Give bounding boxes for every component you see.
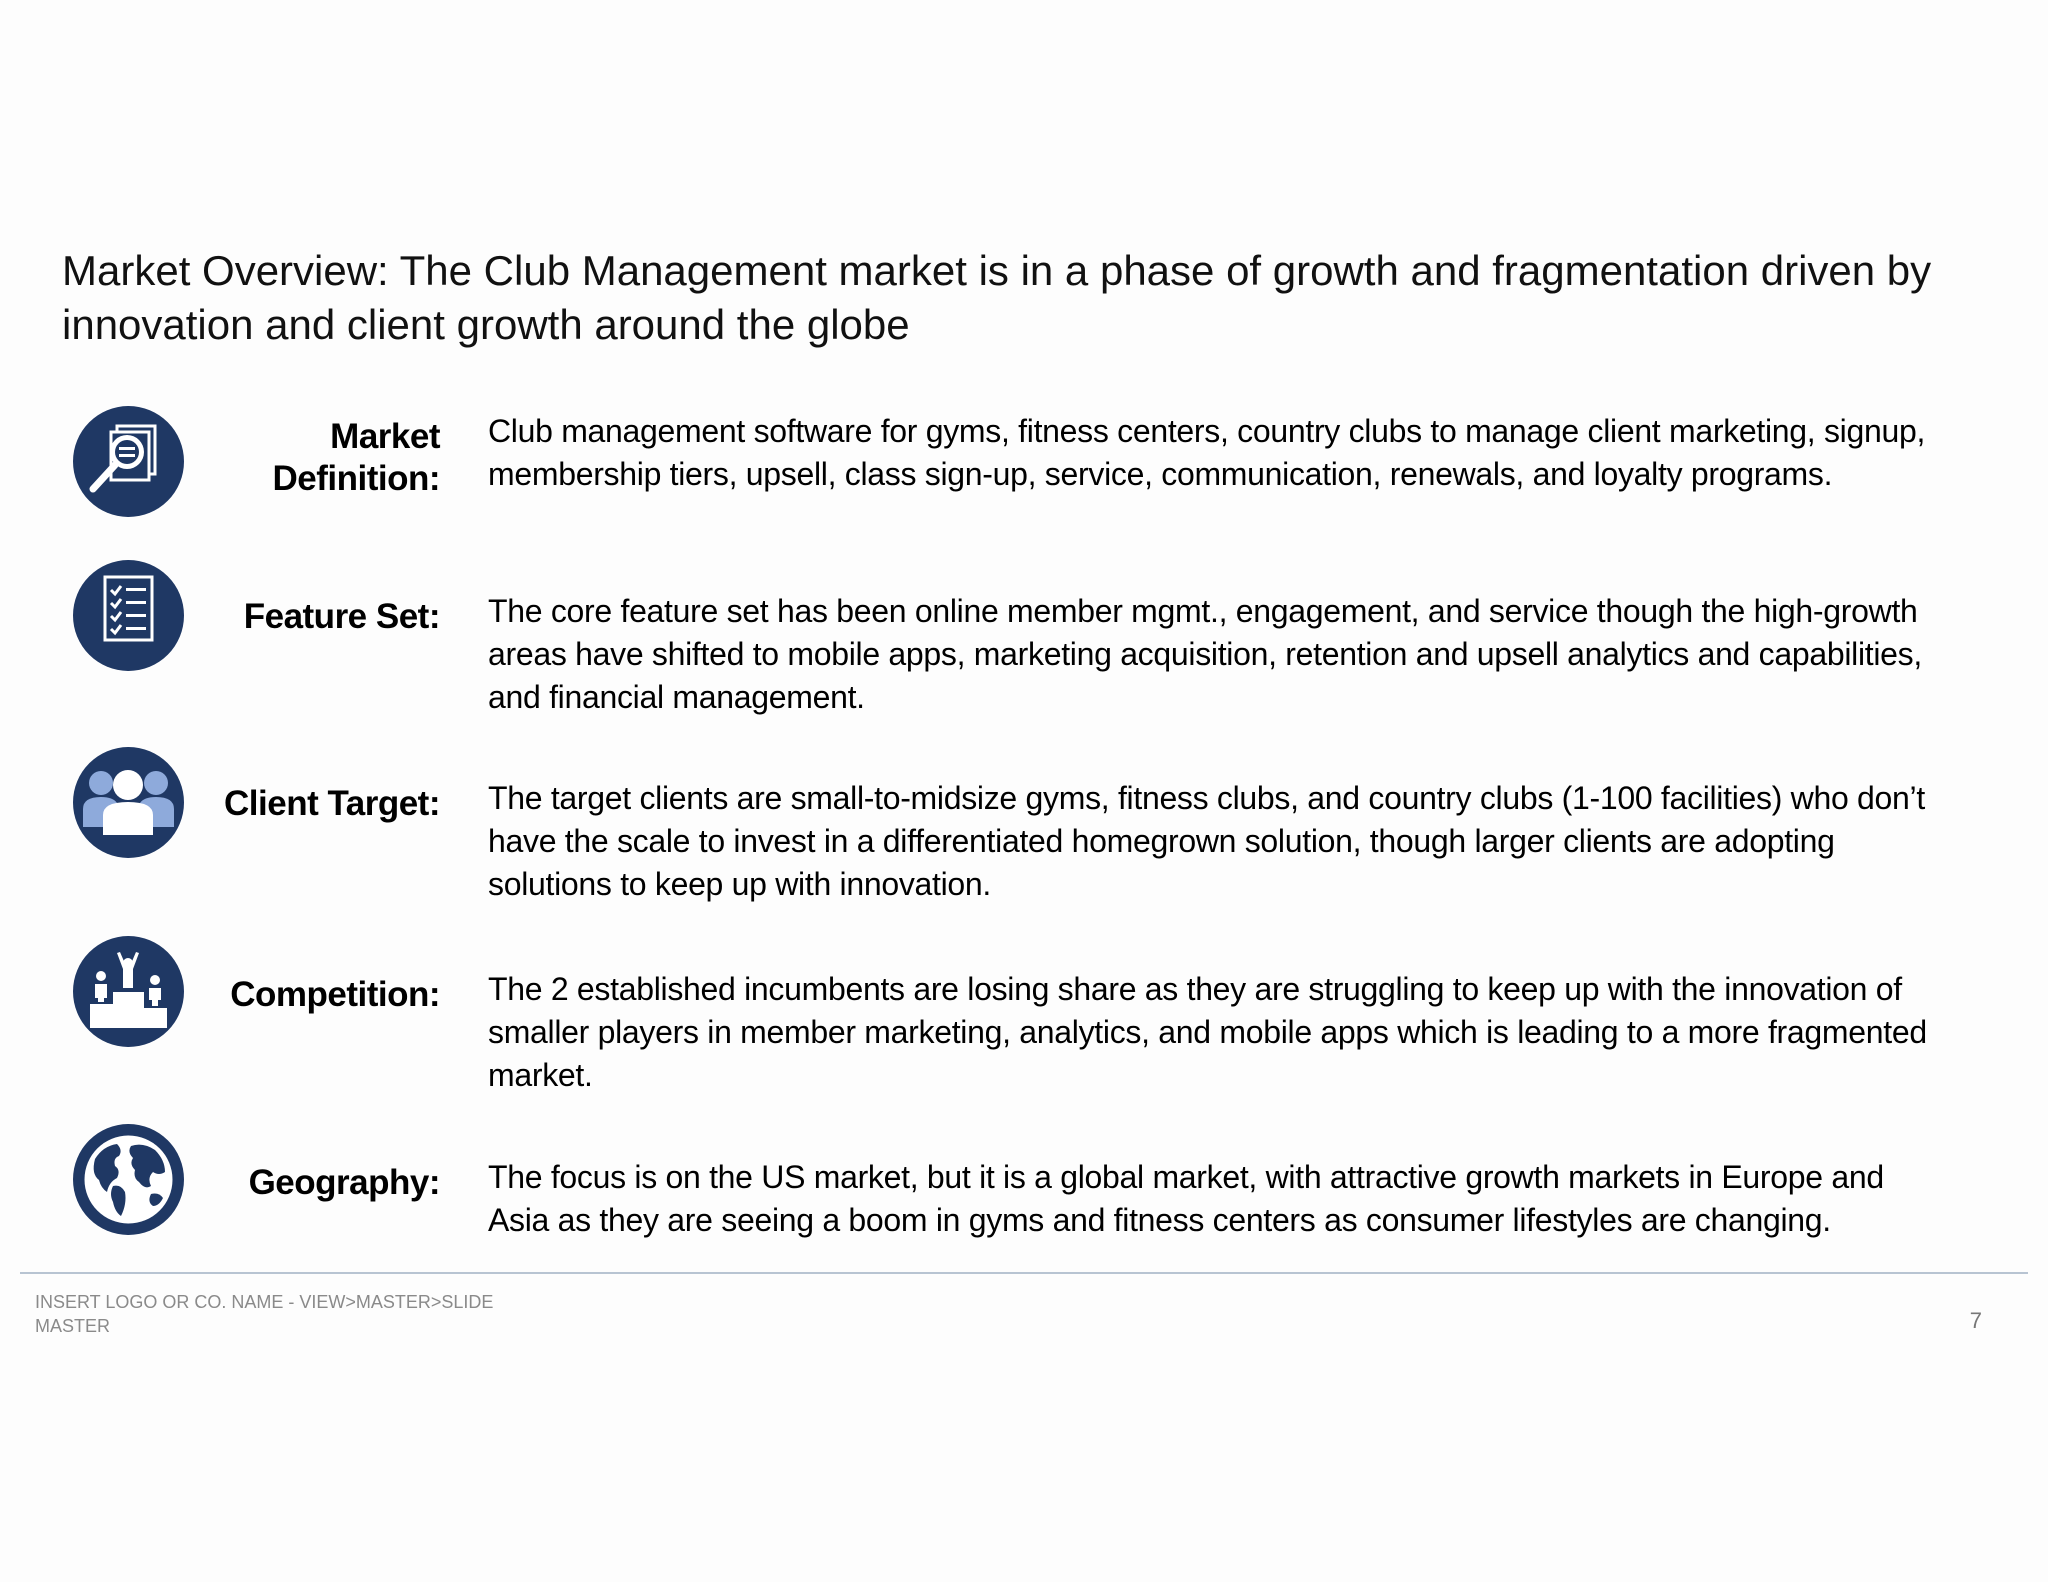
- row-label: Client Target:: [224, 784, 440, 823]
- row-description: Club management software for gyms, fitness centers, country clubs to manage client marketing, signup, membership tiers, upsell, class sign-up, service, communication, renewals, and loyalty programs.: [488, 413, 1926, 492]
- row-label: Market Definition:: [272, 417, 440, 498]
- people-group-icon: [73, 747, 184, 858]
- slide-title: Market Overview: The Club Management market is in a phase of growth and fragmentation driven by innovation and client growth around the globe: [62, 247, 1932, 348]
- row-description: The target clients are small-to-midsize gyms, fitness clubs, and country clubs (1-100 facilities) who don’t have the scale to invest in a differentiated homegrown solution, though larger clients are adopting solutions to keep up with innovation.: [488, 780, 1925, 902]
- globe-icon: [73, 1124, 184, 1235]
- footer-logo-placeholder: INSERT LOGO OR CO. NAME - VIEW>MASTER>SLIDE MASTER: [35, 1292, 494, 1336]
- footer-divider: [20, 1272, 2028, 1274]
- row-description: The 2 established incumbents are losing share as they are struggling to keep up with the innovation of smaller players in member marketing, analytics, and mobile apps which is leading to a more fragmented market.: [488, 971, 1927, 1093]
- checklist-icon: [73, 560, 184, 671]
- page-number: 7: [1969, 1308, 1982, 1333]
- row-label: Competition:: [230, 975, 440, 1014]
- magnifier-documents-icon: [73, 406, 184, 517]
- row-label: Feature Set:: [243, 597, 440, 636]
- podium-icon: [73, 936, 184, 1047]
- row-description: The core feature set has been online member mgmt., engagement, and service though the high-growth areas have shifted to mobile apps, marketing acquisition, retention and upsell analytics and capabilities, and financial management.: [488, 593, 1922, 715]
- row-description: The focus is on the US market, but it is a global market, with attractive growth markets in Europe and Asia as they are seeing a boom in gyms and fitness centers as consumer lifestyles are changing.: [488, 1159, 1884, 1238]
- row-label: Geography:: [248, 1163, 440, 1202]
